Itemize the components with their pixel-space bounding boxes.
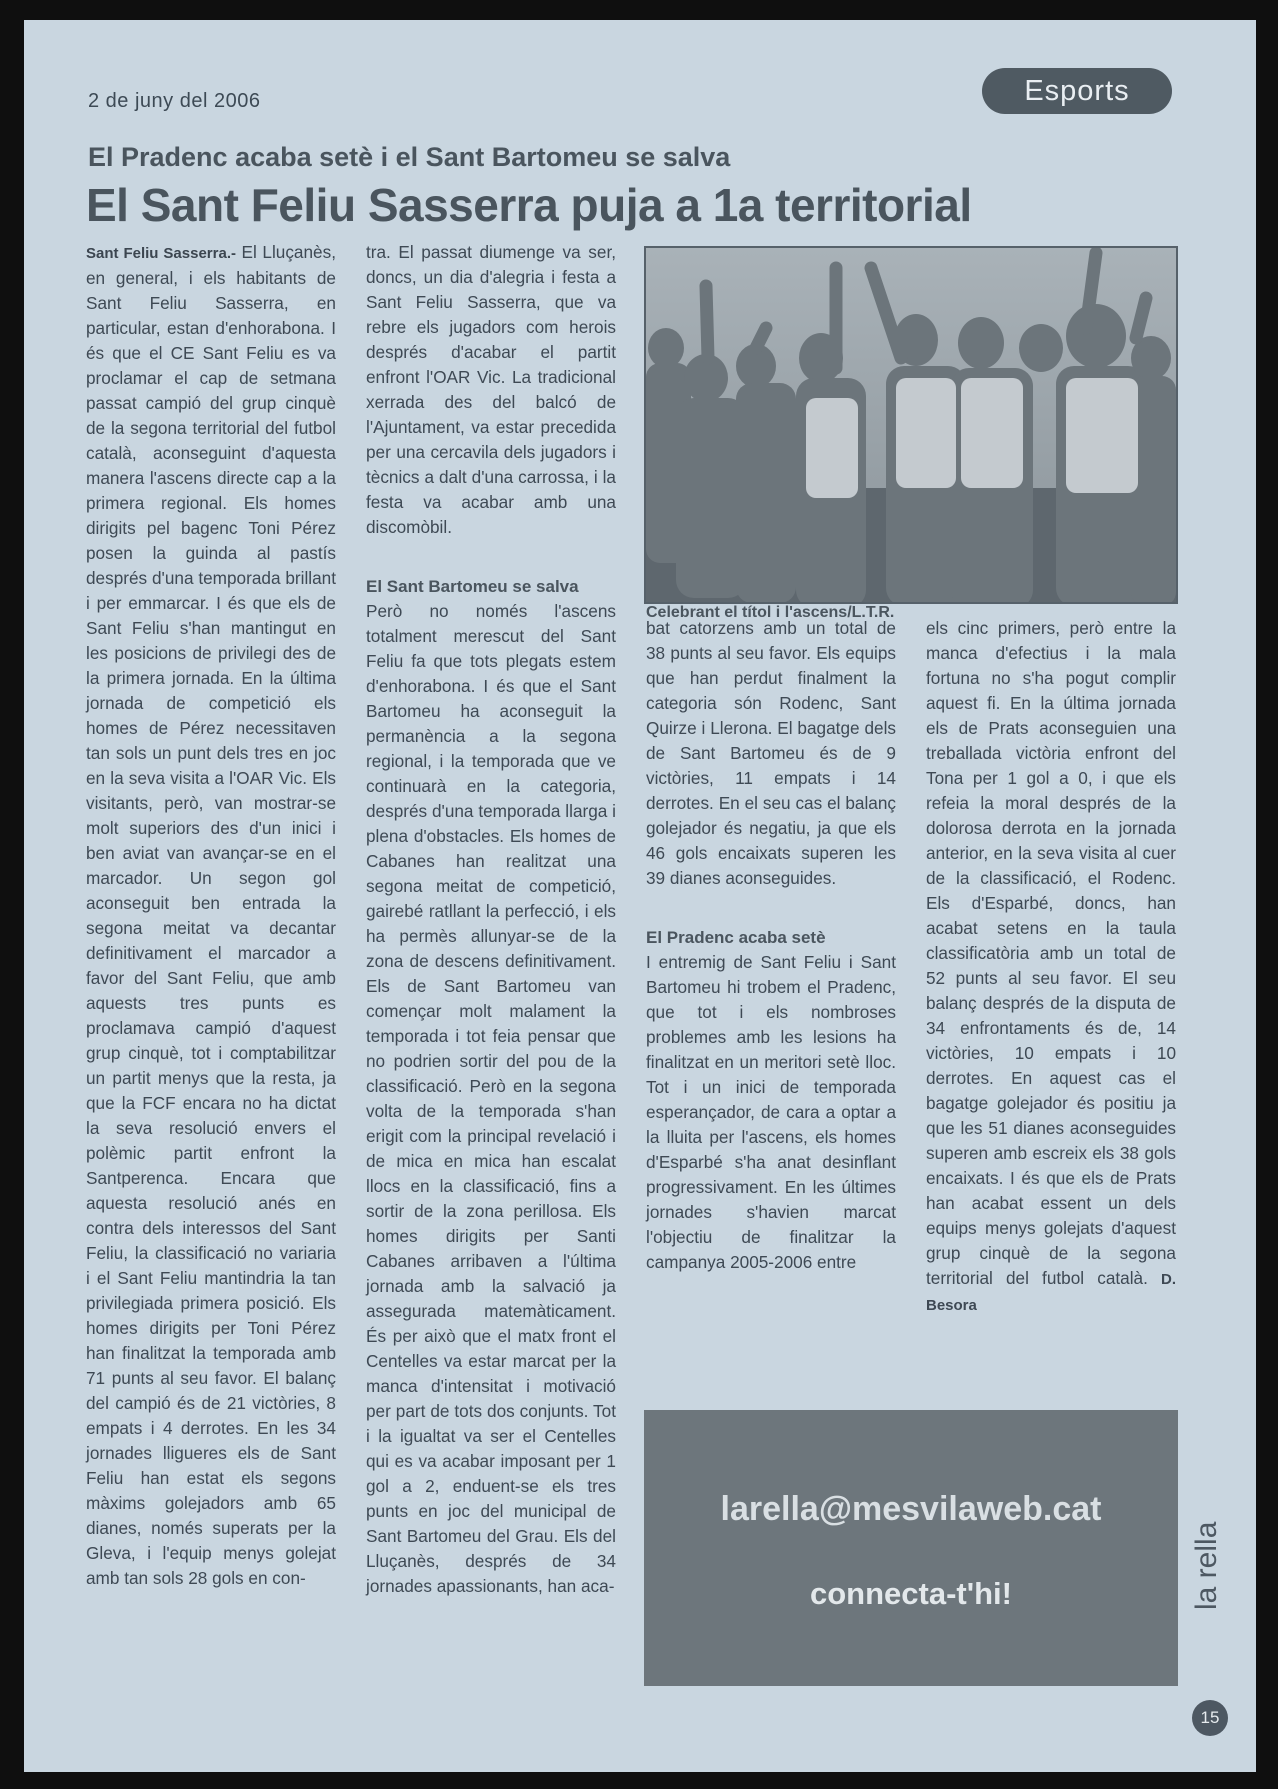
dateline: Sant Feliu Sasserra.- — [86, 245, 236, 262]
newspaper-page — [24, 20, 1256, 1772]
section-heading-pradenc: El Pradenc acaba setè — [646, 928, 826, 947]
spacer — [366, 540, 616, 566]
paragraph — [926, 616, 1176, 1318]
page-number: 15 — [1192, 1700, 1228, 1736]
article-headline: El Sant Feliu Sasserra puja a 1a territorial — [86, 179, 972, 231]
article-subheadline: El Pradenc acaba setè i el Sant Bartomeu se salva — [88, 142, 731, 172]
column-1-text: El Lluçanès, en general, i els habitants de Sant Feliu Sasserra, en particular, estan d'enhorabona. I és que el CE Sant Feliu es va proclamar el cap de setmana passat campió del grup cinquè de la segona territorial del futbol català, aconseguint d'aquesta manera l'ascens directe cap a la primera regional. Els homes dirigits pel bagenc Toni Pérez posen la guinda al pastís després d'una temporada brillant i per emmarcar. I és que els de Sant Feliu s'han mantingut en les posicions de privilegi des de la primera jornada. En la última jornada de competició els homes de Pérez necessitaven tan sols un punt dels tres en joc en la seva visita a l'OAR Vic. Els visitants, però, van mostrar-se molt superiors des d'un inici i ben aviat van avançar-se en el marcador. Un segon gol aconseguit ben entrada la segona meitat va decantar definitivament el marcador a favor del Sant Feliu, que amb aquests tres punts es proclamava campió d'aquest grup cinquè, tot i comptabilitzar un partit menys que la resta, ja que la FCF encara no ha dictat la seva resolució envers el polèmic partit enfront la Santperenca. Encara que aquesta resolució anés en contra dels interessos del Sant Feliu, la classificació no variaria i el Sant Feliu mantindria la tan privilegiada primera posició. Els homes dirigits per Toni Pérez han finalitzat la temporada amb 71 punts al seu favor. El balanç del campió és de 21 victòries, 8 empats i 4 derrotes. En les 34 jornades lligueres els de Sant Feliu han estat els segons màxims golejadors amb 65 dianes, només superats per la Gleva, i l'equip menys golejat amb tan sols 28 gols en con- — [86, 242, 336, 1588]
author-signature: D. Besora — [926, 1271, 1176, 1314]
article-column-4 — [926, 616, 1176, 1318]
ad-email[interactable]: larella@mesvilaweb.cat — [720, 1490, 1102, 1528]
ad-slogan: connecta-t'hi! — [810, 1576, 1012, 1611]
celebration-photo — [644, 246, 1178, 604]
article-column-3 — [646, 616, 896, 1275]
article-column-1 — [86, 240, 336, 1591]
column-2-text-b: Però no només l'ascens totalment merescut del Sant Feliu fa que tots plegats estem d'enhorabona. I és que el Sant Bartomeu ha aconseguit la permanència a la segona regional, i la temporada que ve continuarà en la categoria, després d'una temporada llarga i plena d'obstacles. Els homes de Cabanes han realitzat una segona meitat de competició, gairebé ratllant la perfecció, i els ha permès allunyar-se de la zona de descens definitivament. Els de Sant Bartomeu van començar molt malament la temporada i tot feia pensar que no podrien sortir del pou de la classificació. Però en la segona volta de la temporada s'han erigit com la principal revelació i de mica en mica han escalat llocs en la classificació, fins a sortir de la zona perillosa. Els homes dirigits per Santi Cabanes arribaven a l'última jornada amb la salvació ja assegurada matemàticament. És per això que el matx front el Centelles va estar marcat per la manca d'intensitat i motivació per part de tots dos conjunts. Tot i la igualtat va ser el Centelles qui es va acabar imposant per 1 gol a 2, enduent-se els tres punts en joc del municipal de Sant Bartomeu del Grau. Els del Lluçanès, després de 34 jornades apassionants, han aca- — [366, 601, 616, 1596]
paragraph — [86, 240, 336, 1591]
column-2-text-a: tra. El passat diumenge va ser, doncs, un dia d'alegria i festa a Sant Feliu Sasserra, que va rebre els jugadors com herois després d'acabar el partit enfront l'OAR Vic. La tradicional xerrada des del balcó de l'Ajuntament, va estar precedida per una cercavila dels jugadors i tècnics a dalt d'una carrossa, i la festa va acabar amb una discomòbil. — [366, 242, 616, 537]
crowd-photo-illustration — [646, 248, 1176, 602]
column-3-text-b: I entremig de Sant Feliu i Sant Bartomeu hi trobem el Pradenc, que tot i els nombroses problemes amb les lesions ha finalitzat en un meritori setè lloc. Tot i un inici de temporada esperançador, de cara a optar a la lluita per l'ascens, els homes d'Esparbé s'ha anat desinflant progressivament. En les últimes jornades s'havien marcat l'objectiu de finalitzar la campanya 2005-2006 entre — [646, 952, 896, 1272]
column-4-text: els cinc primers, però entre la manca d'efectius i la mala fortuna no s'ha pogut complir aquest fi. En la última jornada els de Prats aconseguien una treballada victòria enfront del Tona per 1 gol a 0, i que els refeia la moral després de la dolorosa derrota en la jornada anterior, en la seva visita al cuer de la classificació, el Rodenc. Els d'Esparbé, doncs, han acabat setens en la taula classificatòria amb un total de 52 punts al seu favor. El seu balanç després de la disputa de 34 enfrontaments és de, 14 victòries, 10 empats i 10 derrotes. En aquest cas el bagatge golejador és positiu ja que les 51 dianes aconseguides superen amb escreix els 38 gols encaixats. I és que els de Prats han acabat essent un dels equips menys golejats d'aquest grup cinquè de la segona territorial del futbol català. — [926, 618, 1176, 1288]
photo-caption: Celebrant el títol i l'ascens/L.T.R. — [646, 604, 895, 621]
advertisement-box — [644, 1410, 1178, 1686]
publication-brand: la rella — [1190, 1521, 1223, 1610]
spacer — [646, 891, 896, 917]
article-column-2 — [366, 240, 616, 1599]
issue-date: 2 de juny del 2006 — [88, 90, 261, 112]
column-3-text-a: bat catorzens amb un total de 38 punts al seu favor. Els equips que han perdut finalment la categoria són Rodenc, Sant Quirze i Llerona. El bagatge dels de Sant Bartomeu és de 9 victòries, 11 empats i 14 derrotes. En el seu cas el balanç golejador és negatiu, ja que els 46 gols encaixats superen les 39 dianes aconseguides. — [646, 618, 896, 888]
section-heading-sant-bartomeu: El Sant Bartomeu se salva — [366, 577, 579, 596]
section-badge: Esports — [982, 68, 1172, 114]
